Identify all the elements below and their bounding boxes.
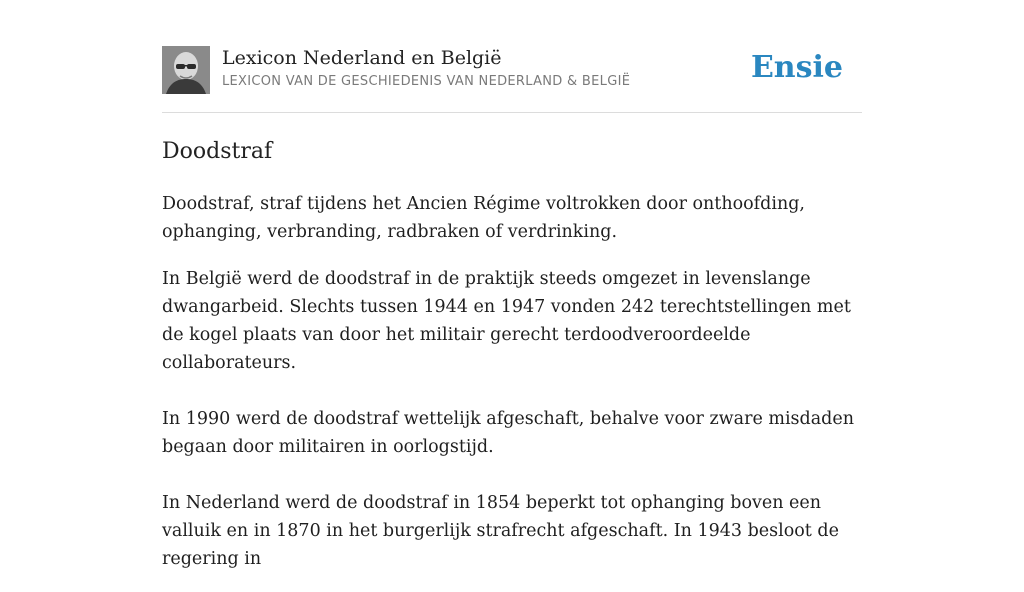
author-avatar[interactable]	[162, 46, 210, 94]
avatar-portrait-icon	[162, 46, 210, 94]
ensie-logo[interactable]: Ensie	[750, 50, 843, 85]
article-paragraph: In België werd de doodstraf in de praktijk steeds omgezet in levenslange dwangarbeid. Slechts tussen 1944 en 1947 vonden 242 terechtstellingen met de kogel plaats van door het militair gerecht terdoodveroordeelde collaborateurs. In 1990 werd de doodstraf wettelijk afgeschaft, behalve voor zware misdaden begaan door militairen in oorlogstijd. In Nederland werd de doodstraf in 1854 beperkt tot ophanging boven een valluik en in 1870 in het burgerlijk strafrecht afgeschaft. In 1943 besloot de regering in	[162, 269, 855, 569]
site-subtitle: LEXICON VAN DE GESCHIEDENIS VAN NEDERLAND & BELGIË	[222, 74, 631, 89]
article-paragraph: Doodstraf, straf tijdens het Ancien Régime voltrokken door onthoofding, ophanging, verbranding, radbraken of verdrinking.	[162, 194, 805, 242]
article-title: Doodstraf	[162, 139, 273, 164]
site-header	[162, 46, 862, 113]
site-title[interactable]: Lexicon Nederland en België	[222, 47, 502, 69]
article-body	[162, 190, 862, 592]
